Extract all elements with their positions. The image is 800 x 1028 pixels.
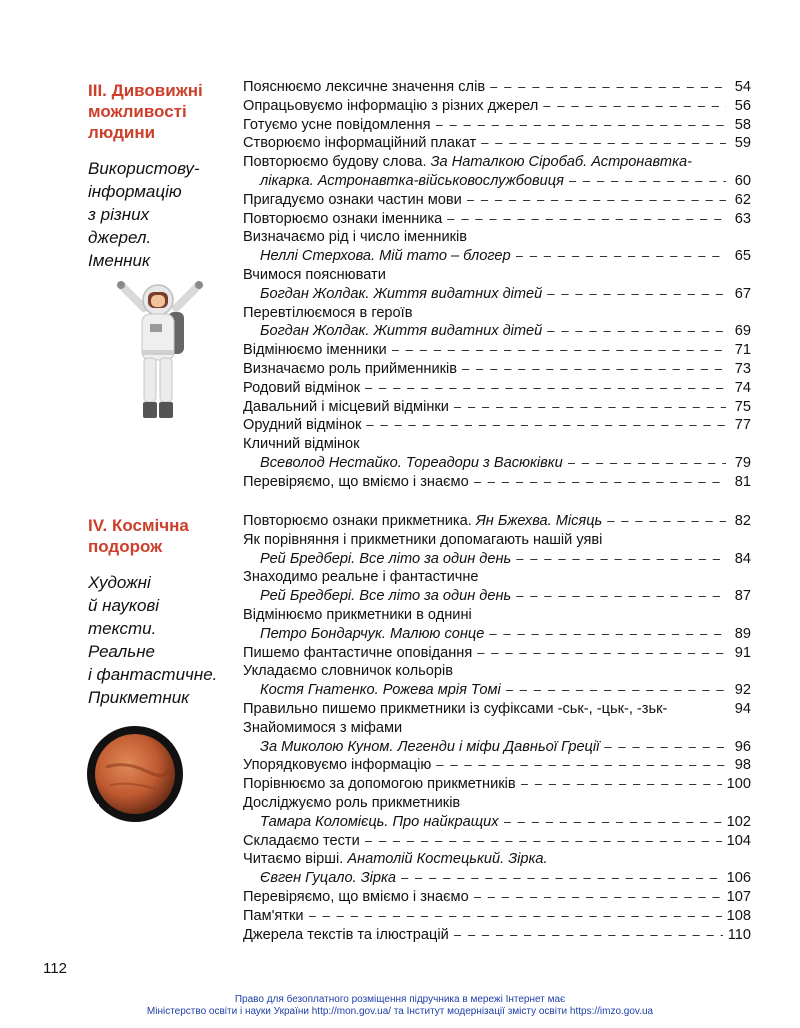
toc-entry-title [243, 756, 431, 775]
toc-page-number: 106 [726, 870, 751, 887]
section-4-subtitle-line: Прикметник [88, 688, 190, 707]
toc-leader [547, 285, 726, 304]
toc-entry [243, 398, 751, 417]
toc-entry-title [243, 304, 412, 323]
toc-leader [521, 775, 722, 794]
toc-leader [366, 416, 726, 435]
toc-entry-title [243, 700, 667, 719]
toc-entry-text: Джерела текстів та ілюстрацій [243, 926, 449, 943]
section-3-subtitle-line: з різних [88, 205, 150, 224]
toc-entry-source: За Наталкою Сіробаб. Астронавтка- [430, 154, 692, 171]
toc-leader [467, 191, 726, 210]
toc-page-number: 62 [734, 191, 751, 208]
toc-entry-title [243, 568, 479, 587]
toc-leader [506, 681, 726, 700]
toc-entry-text: Порівнюємо за допомогою прикметників [243, 776, 516, 793]
toc-page-number: 82 [734, 513, 751, 529]
toc-leader [481, 134, 726, 153]
toc-entry [243, 700, 751, 719]
toc-page-number: 67 [734, 285, 751, 302]
toc-entry [243, 606, 751, 625]
toc-page-number: 87 [734, 588, 751, 605]
section-3-heading-block [88, 80, 228, 272]
toc-entry-text: Знайомимося з міфами [243, 719, 403, 736]
toc-entry [243, 625, 751, 644]
toc-page-number: 79 [734, 454, 751, 471]
toc-page-number: 81 [734, 473, 751, 490]
toc-leader [462, 360, 726, 379]
section-3-subtitle-line: джерел. [88, 228, 152, 247]
toc-entry-title [243, 97, 538, 116]
toc-leader [392, 341, 726, 360]
toc-page-number: 73 [734, 360, 751, 377]
toc-entry [243, 587, 751, 606]
toc-entry [243, 247, 751, 266]
toc-leader [447, 210, 726, 229]
toc-page-number: 92 [734, 682, 751, 699]
toc-entry-title [243, 134, 476, 153]
toc-entry-title [260, 813, 499, 832]
section-3-subtitle-line: Іменник [88, 251, 151, 270]
toc-entry-text: Орудний відмінок [243, 417, 362, 434]
toc-leader [504, 813, 722, 832]
toc-page-number: 108 [726, 907, 751, 924]
section-4-heading-block [88, 515, 228, 709]
toc-entry-title [243, 341, 387, 360]
toc-entry-title [243, 531, 602, 550]
toc-entry [243, 304, 751, 323]
toc-entry [243, 813, 751, 832]
toc-entry-source: Костя Гнатенко. Рожева мрія Томі [260, 682, 501, 699]
toc-entry-text: Складаємо тести [243, 832, 360, 849]
toc-entry-title [243, 775, 516, 794]
toc-entry-title [243, 512, 602, 531]
toc-entry-title [260, 625, 484, 644]
toc-entry-title [243, 116, 431, 135]
toc-entry [243, 266, 751, 285]
toc-entry-text: Пам'ятки [243, 907, 304, 924]
toc-entry-title [243, 398, 449, 417]
toc-entry [243, 97, 751, 116]
toc-page-number: 102 [726, 813, 751, 830]
toc-entry [243, 172, 751, 191]
toc-entry [243, 719, 751, 738]
toc-entry-title [243, 832, 360, 851]
toc-leader [547, 322, 726, 341]
toc-entry-title [243, 379, 360, 398]
toc-entry-text: Родовий відмінок [243, 379, 360, 396]
toc-entry [243, 568, 751, 587]
toc-entry [243, 794, 751, 813]
toc-entry-text: Читаємо вірші. [243, 851, 348, 868]
toc-entry-text: Відмінюємо прикметники в однині [243, 606, 472, 623]
toc-entry-title [243, 473, 469, 492]
toc-entry-title [243, 435, 360, 454]
toc-entry [243, 228, 751, 247]
toc-leader [454, 926, 723, 945]
section-4-title: IV. Космічна подорож [88, 516, 189, 556]
toc-page-number: 59 [734, 135, 751, 152]
toc-page-number: 60 [734, 172, 751, 189]
toc-leader [604, 738, 726, 757]
toc-leader [490, 78, 726, 97]
toc-page-number: 65 [734, 248, 751, 265]
toc-entry-source: Богдан Жолдак. Життя видатних дітей [260, 285, 543, 302]
toc-entry [243, 531, 751, 550]
toc-page-number: 91 [734, 644, 751, 661]
section-4-subtitle-line: Реальне [88, 642, 156, 661]
toc-leader [516, 247, 726, 266]
toc-entry-text: Перевіряємо, що вміємо і знаємо [243, 473, 469, 490]
section-4-subtitle-line: Художні [88, 573, 151, 592]
toc-entry [243, 285, 751, 304]
toc-leader [477, 644, 726, 663]
toc-entry-title [260, 738, 599, 757]
toc-leader [474, 473, 726, 492]
toc-entry-text: Досліджуємо роль прикметників [243, 794, 461, 811]
toc-entry-title [260, 247, 511, 266]
toc-entry-title [260, 285, 542, 304]
toc-section-4 [243, 512, 751, 944]
toc-entry-title [260, 322, 542, 341]
toc-entry [243, 153, 751, 172]
toc-leader [543, 97, 726, 116]
toc-page-number: 100 [726, 776, 751, 793]
toc-entry-text: Повторюємо ознаки іменника [243, 210, 443, 227]
toc-entry-title [243, 888, 469, 907]
toc-entry [243, 756, 751, 775]
toc-entry-title [260, 869, 396, 888]
toc-entry [243, 662, 751, 681]
toc-entry [243, 550, 751, 569]
toc-entry [243, 379, 751, 398]
toc-page-number: 56 [734, 97, 751, 114]
toc-entry [243, 341, 751, 360]
toc-entry-source: Рей Бредбері. Все літо за один день [260, 550, 512, 567]
toc-page-number: 110 [727, 926, 751, 943]
toc-entry-text: Опрацьовуємо інформацію з різних джерел [243, 97, 539, 114]
toc-entry [243, 134, 751, 153]
toc-entry [243, 775, 751, 794]
toc-entry-source: Анатолій Костецький. Зірка. [347, 851, 548, 868]
toc-entry [243, 416, 751, 435]
toc-leader [365, 379, 726, 398]
toc-entry [243, 869, 751, 888]
toc-page-number: 63 [734, 210, 751, 227]
toc-entry-title [243, 907, 304, 926]
toc-entry-source: За Миколою Куном. Легенди і міфи Давньої Греції [260, 738, 600, 755]
toc-entry-title [243, 78, 485, 97]
toc-entry [243, 210, 751, 229]
toc-entry-title [243, 210, 442, 229]
toc-entry-source: Тамара Коломієць. Про найкращих [260, 813, 499, 830]
toc-entry-source: Ян Бжехва. Місяць [475, 513, 603, 529]
mars-planet-illustration [86, 725, 184, 823]
toc-page-number: 98 [734, 757, 751, 774]
toc-entry-title [260, 681, 501, 700]
toc-entry-title [243, 662, 453, 681]
toc-leader [436, 116, 726, 135]
toc-entry-text: Готуємо усне повідомлення [243, 116, 431, 133]
toc-entry [243, 888, 751, 907]
toc-entry-text: Відмінюємо іменники [243, 342, 387, 359]
toc-page-number: 75 [734, 398, 751, 415]
toc-entry-title [243, 191, 462, 210]
toc-entry-title [260, 172, 564, 191]
toc-page-number: 69 [734, 323, 751, 340]
toc-page-number: 58 [734, 116, 751, 133]
toc-entry [243, 738, 751, 757]
toc-entry-text: Укладаємо словничок кольорів [243, 663, 453, 680]
toc-entry-source: Богдан Жолдак. Життя видатних дітей [260, 323, 543, 340]
toc-entry-title [243, 794, 460, 813]
toc-leader [516, 550, 726, 569]
toc-entry-text: Кличний відмінок [243, 436, 360, 453]
toc-leader [401, 869, 722, 888]
toc-entry-text: Пишемо фантастичне оповідання [243, 644, 473, 661]
toc-entry [243, 191, 751, 210]
section-3-subtitle-line: Використову- [88, 159, 200, 178]
toc-entry-text: Перевіряємо, що вміємо і знаємо [243, 888, 469, 905]
toc-leader [516, 587, 726, 606]
toc-page-number: 84 [734, 550, 751, 567]
toc-entry-title [260, 587, 511, 606]
toc-leader [607, 512, 726, 531]
toc-entry-text: Давальний і місцевий відмінки [243, 398, 449, 415]
section-4-subtitle-line: і фантастичне. [88, 665, 218, 684]
toc-entry [243, 681, 751, 700]
toc-entry-title [243, 153, 692, 172]
toc-leader [568, 454, 726, 473]
section-4-subtitle-line: й наукові [88, 596, 160, 615]
toc-entry-text: Пригадуємо ознаки частин мови [243, 191, 462, 208]
toc-entry [243, 644, 751, 663]
toc-entry [243, 78, 751, 97]
toc-entry-text: Знаходимо реальне і фантастичне [243, 569, 479, 586]
toc-page-number: 94 [734, 700, 751, 717]
toc-entry-title [260, 550, 511, 569]
toc-entry-title [243, 360, 457, 379]
toc-entry [243, 907, 751, 926]
toc-entry [243, 832, 751, 851]
toc-entry [243, 473, 751, 492]
toc-entry [243, 322, 751, 341]
toc-page-number: 77 [734, 417, 751, 434]
toc-leader [569, 172, 726, 191]
toc-entry-text: Вчимося пояснювати [243, 266, 386, 283]
toc-entry-text: Створюємо інформаційний плакат [243, 135, 477, 152]
footer-line-1: Право для безоплатного розміщення підручника в мережі Інтернет має [234, 994, 566, 1005]
toc-entry-text: Пояснюємо лексичне значення слів [243, 79, 486, 95]
toc-entry-source: Петро Бондарчук. Малюю сонце [260, 625, 485, 642]
toc-entry [243, 850, 751, 869]
toc-entry-text: Правильно пишемо прикметники із суфіксами -ськ-, -цьк-, -зьк- [243, 700, 668, 717]
toc-leader [365, 832, 722, 851]
toc-entry-title [243, 719, 402, 738]
section-4-subtitle-line: тексти. [88, 619, 157, 638]
toc-entry-title [243, 416, 361, 435]
toc-entry-text: Визначаємо рід і число іменників [243, 229, 467, 246]
toc-entry-source: лікарка. Астронавтка-військовослужбовиця [260, 172, 564, 189]
toc-entry-text: Як порівняння і прикметники допомагають нашій уяві [243, 531, 603, 548]
toc-entry [243, 454, 751, 473]
toc-entry-source: Всеволод Нестайко. Тореадори з Васюківки [260, 454, 563, 471]
toc-entry-source: Євген Гуцало. Зірка [260, 870, 397, 887]
toc-entry-text: Упорядковуємо інформацію [243, 757, 432, 774]
toc-page-number: 71 [734, 342, 751, 359]
toc-entry [243, 360, 751, 379]
astronaut-illustration [112, 280, 208, 424]
toc-entry [243, 512, 751, 531]
section-3-subtitle-line: інформацію [88, 182, 182, 201]
toc-entry-text: Перевтілюємося в героїв [243, 304, 413, 321]
toc-entry-title [243, 850, 548, 869]
toc-entry-text: Повторюємо будову слова. [243, 154, 431, 171]
toc-entry-text: Визначаємо роль прийменників [243, 360, 458, 377]
toc-entry-title [243, 644, 472, 663]
toc-page-number: 74 [734, 379, 751, 396]
toc-entry [243, 926, 751, 945]
toc-entry [243, 116, 751, 135]
toc-leader [309, 907, 722, 926]
toc-leader [436, 756, 726, 775]
section-4-subtitle [88, 571, 228, 709]
footer-line-2: Міністерство освіти і науки України http://mon.gov.ua/ та Інститут модернізації змісту освіти https://imzo.gov.ua [146, 1006, 654, 1017]
toc-entry-title [243, 926, 449, 945]
toc-entry [243, 435, 751, 454]
toc-entry-source: Неллі Стерхова. Мій тато – блогер [260, 248, 511, 265]
toc-section-3 [243, 78, 751, 492]
toc-entry-title [243, 266, 386, 285]
toc-leader [474, 888, 722, 907]
toc-page-number: 96 [734, 738, 751, 755]
toc-entry-title [243, 228, 467, 247]
toc-leader [489, 625, 726, 644]
toc-entry-title [243, 606, 472, 625]
toc-entry-text: Повторюємо ознаки прикметника. [243, 513, 476, 529]
page-number: 112 [43, 960, 67, 977]
toc-entry-source: Рей Бредбері. Все літо за один день [260, 588, 512, 605]
toc-page-number: 104 [726, 832, 751, 849]
toc-page-number: 107 [726, 888, 751, 905]
toc-entry-title [260, 454, 563, 473]
toc-leader [454, 398, 726, 417]
toc-page-number: 54 [734, 79, 751, 95]
toc-page-number: 89 [734, 625, 751, 642]
section-3-subtitle [88, 157, 228, 272]
section-3-title: III. Дивовижні можливості людини [88, 81, 203, 142]
